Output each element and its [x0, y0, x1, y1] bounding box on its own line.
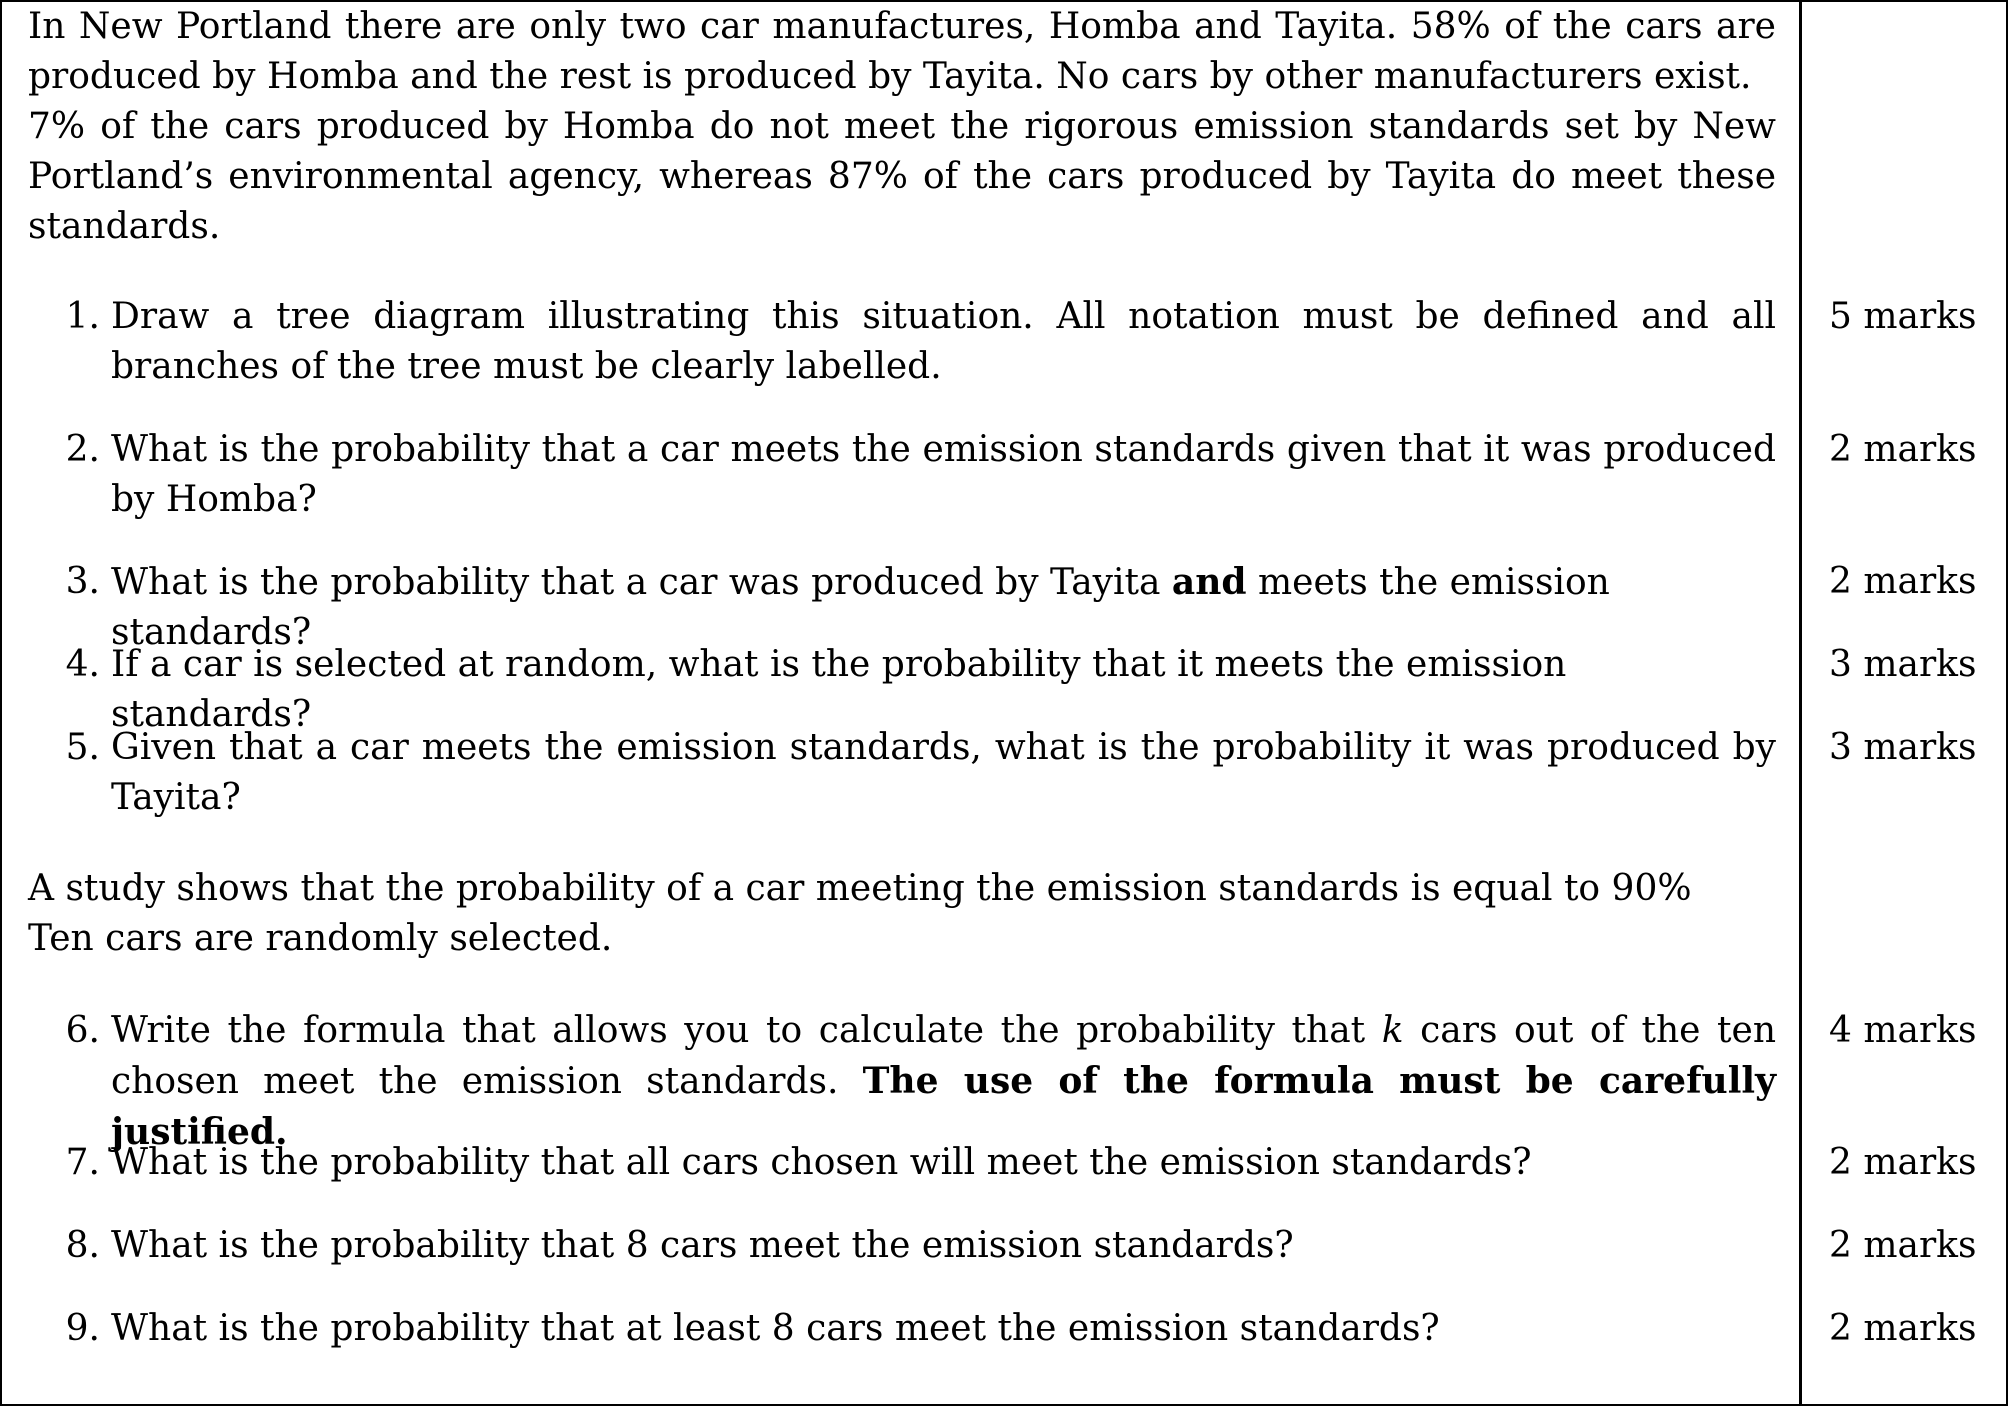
question-text: What is the probability that all cars chosen will meet the emission standards?	[111, 1142, 1532, 1183]
question-text-part: Write the formula that allows you to calculate the probability that	[111, 1010, 1382, 1051]
question-text	[111, 1006, 1776, 1158]
question-text: What is the probability that at least 8 cars meet the emission standards?	[111, 1308, 1440, 1349]
question-number: 4.	[65, 644, 100, 685]
study-text-1: A study shows that the probability of a car meeting the emission standards is equal to 90%	[28, 868, 1692, 909]
question-number: 1.	[65, 296, 100, 337]
study-paragraph	[28, 864, 1776, 964]
question-text-part: cars out of the ten chosen meet the emission standards.	[111, 1010, 1776, 1102]
marks-q9: 2 marks	[1829, 1308, 1977, 1349]
emphasis-and: and	[1171, 561, 1247, 603]
question-number: 7.	[65, 1142, 100, 1183]
question-text-part: What is the probability that a car was produced by Tayita	[111, 562, 1172, 603]
question-text: If a car is selected at random, what is the probability that it meets the emission standards?	[111, 644, 1567, 735]
marks-q7: 2 marks	[1829, 1142, 1977, 1183]
column-divider	[1799, 2, 1802, 1404]
question-number: 9.	[65, 1308, 100, 1349]
question-text: Given that a car meets the emission standards, what is the probability it was produced by Tayita?	[111, 727, 1776, 818]
marks-q6: 4 marks	[1829, 1010, 1977, 1051]
intro-text-1: In New Portland there are only two car manufactures, Homba and Tayita. 58% of the cars are produced by Homba and the rest is produced by Tayita. No cars by other manufacturers exist.	[28, 6, 1776, 97]
question-number: 6.	[65, 1010, 100, 1051]
marks-q5: 3 marks	[1829, 727, 1977, 768]
marks-q8: 2 marks	[1829, 1225, 1977, 1266]
question-text-part: meets the emission standards?	[111, 562, 1610, 653]
marks-q4: 3 marks	[1829, 644, 1977, 685]
question-number: 8.	[65, 1225, 100, 1266]
emphasis-justification: The use of the formula must be carefully justified.	[111, 1060, 1777, 1153]
question-number: 3.	[65, 561, 100, 602]
question-number: 5.	[65, 727, 100, 768]
marks-q3: 2 marks	[1829, 561, 1977, 602]
question-number: 2.	[65, 429, 100, 470]
intro-paragraph	[28, 2, 1776, 252]
marks-q2: 2 marks	[1829, 429, 1977, 470]
question-text: What is the probability that 8 cars meet the emission standards?	[111, 1225, 1294, 1266]
question-text: Draw a tree diagram illustrating this situation. All notation must be defined and all branches of the tree must be clearly labelled.	[111, 296, 1776, 387]
intro-text-2: 7% of the cars produced by Homba do not meet the rigorous emission standards set by New Portland’s environmental agency, whereas 87% of the cars produced by Tayita do meet these standards.	[28, 106, 1776, 247]
marks-q1: 5 marks	[1829, 296, 1977, 337]
variable-k: k	[1381, 1010, 1404, 1051]
question-text: What is the probability that a car meets the emission standards given that it was produced by Homba?	[111, 429, 1776, 520]
study-text-2: Ten cars are randomly selected.	[28, 918, 613, 959]
